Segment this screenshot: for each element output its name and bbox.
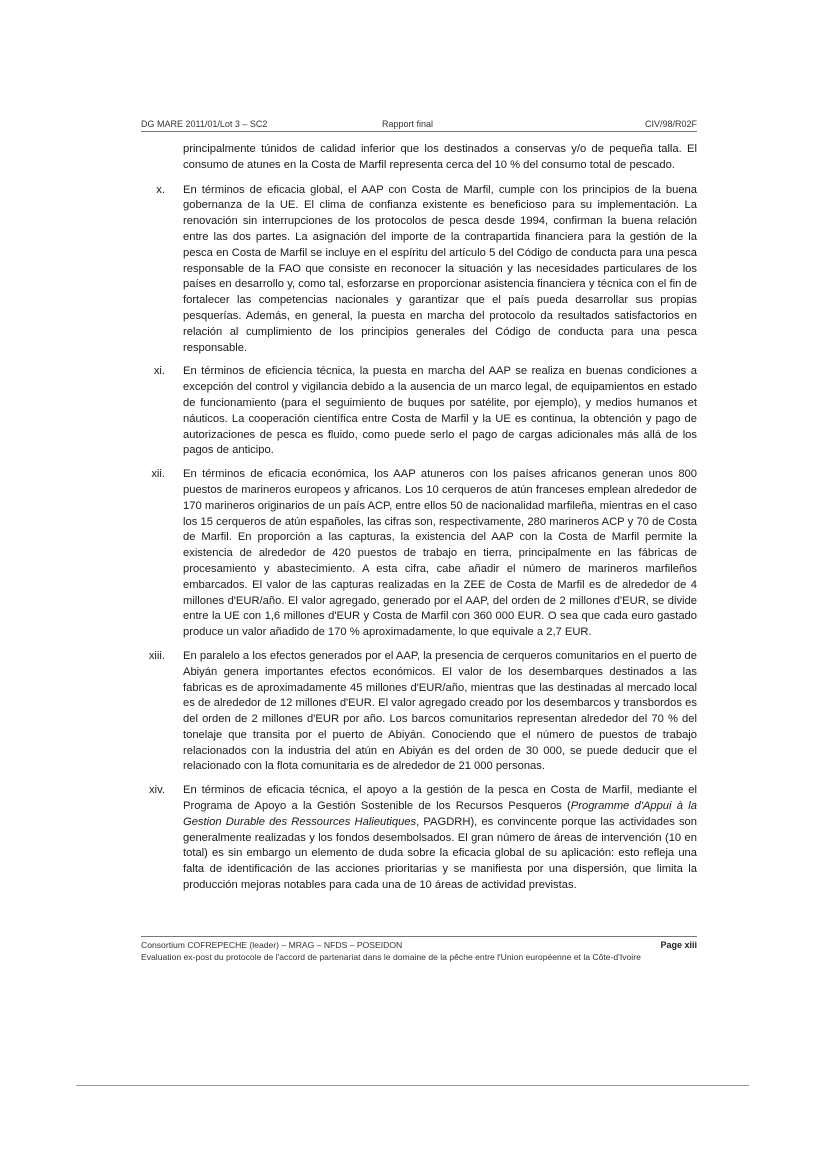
page-header — [141, 117, 697, 132]
bottom-divider — [76, 1085, 749, 1086]
footer-consortium: Consortium COFREPECHE (leader) – MRAG – NFDS – POSEIDON — [141, 940, 403, 950]
item-number: xiii. — [148, 649, 165, 662]
list-item-xi — [141, 364, 697, 459]
document-body — [141, 142, 697, 902]
item-text-after: , PAGDRH), es convincente porque las actividades son generalmente realizadas y los fondos desembolsados. El gran número de áreas de intervención (10 en total) es sin embargo un elemento de duda sobre la eficacia global de su aplicación: esto refleja una falta de identificación de las acciones prioritarias y se manifiesta por una dispersión, que limita la producción mejoras notables para cada una de 10 áreas de actividad previstas. — [183, 815, 698, 892]
continuation-paragraph: principalmente túnidos de calidad inferior que los destinados a conservas y/o de pequeña talla. El consumo de atunes en la Costa de Marfil representa cerca del 10 % del consumo total de pescado. — [183, 143, 697, 171]
page-number: Page xiii — [660, 940, 697, 950]
header-title: Rapport final — [382, 119, 434, 129]
item-number: xiv. — [149, 784, 165, 797]
item-number: x. — [156, 183, 165, 196]
item-text-before: En términos de eficacia técnica, el apoyo a la gestión de la pesca en Costa de Marfil, mediante el Programa de Apoyo a la Gestión Sostenible de los Recursos Pesqueros ( — [183, 784, 697, 813]
list-item-xii — [141, 467, 697, 641]
item-text: En términos de eficacia global, el AAP con Costa de Marfil, cumple con los principios de la buena gobernanza de la UE. El clima de confianza existente es beneficioso para su implementación. La renovación sin interrupciones de los protocolos de pesca desde 1994, confirman la buena relación entre las dos partes. La asignación del importe de la contrapartida financiera para la gestión de la pesca en Costa de Marfil se incluye en el espíritu del artículo 5 del Código de conducta para una pesca responsable de la FAO que consiste en reconocer la situación y las necesidades particulares de los países en desarrollo y, como tal, esforzarse en proporcionar asistencia financiera y técnica con el fin de fortalecer las competencias nacionales y garantizar que el país pueda desarrollar sus propias pesquerías. Además, en general, la puesta en marcha del protocolo da resultados satisfactorios en relación al cumplimiento de los principios generales del Código de conducta para una pesca responsable. — [183, 183, 697, 354]
page-footer — [141, 936, 697, 962]
item-text — [183, 783, 697, 894]
list-item-xiv — [141, 783, 697, 894]
header-reference: DG MARE 2011/01/Lot 3 – SC2 — [141, 119, 268, 129]
item-text-italic: Programme d'Appui à la Gestion Durable des Ressources Halieutiques — [183, 800, 698, 828]
item-number: xi. — [153, 365, 165, 378]
list-item-xiii — [141, 649, 697, 775]
item-text: En términos de eficacia económica, los AAP atuneros con los países africanos generan unos 800 puestos de marineros europeos y africanos. Los 10 cerqueros de atún franceses emplean alrededor de 170 marineros originarios de un país ACP, entre ellos 50 de nacionalidad marfileña, mientras en el caso los 15 cerqueros de atún españoles, las cifras son, respectivamente, 280 marineros ACP y 70 de Costa de Marfil. En proporción a las capturas, la existencia del AAP con la Costa de Marfil permite la existencia de alrededor de 420 puestos de trabajo en tierra, principalmente en las fábricas de procesamiento y abastecimiento. A esta cifra, cabe añadir el número de marineros marfileños embarcados. El valor de las capturas realizadas en la ZEE de Costa de Marfil es de alrededor de 4 millones d'EUR/año. El valor agregado, generado por el AAP, del orden de 2 millones d'EUR, se divide entre la UE con 1,6 millones d'EUR y Costa de Marfil con 360 000 EUR. O sea que cada euro gastado produce un valor añadido de 170 % aproximadamente, lo que equivale a 2,7 EUR. — [183, 468, 697, 639]
item-text: En términos de eficiencia técnica, la puesta en marcha del AAP se realiza en buenas condiciones a excepción del control y vigilancia debido a la ausencia de un marco legal, de equipamientos en estado de funcionamiento (para el seguimiento de buques por satélite, por ejemplo), y medios humanos et náuticos. La cooperación científica entre Costa de Marfil y la UE es continua, la obtención y pago de autorizaciones de pesca es fluido, como puede serlo el pago de cargas adicionales más allá de los pagos de anticipo. — [183, 365, 697, 457]
list-item-x — [141, 183, 697, 357]
header-code: CIV/98/R02F — [644, 119, 697, 129]
item-text: En paralelo a los efectos generados por el AAP, la presencia de cerqueros comunitarios en el puerto de Abiyán genera importantes efectos económicos. El valor de los desembarques destinados a las fabricas es de aproximadamente 45 millones d'EUR/año, mientras que las destinadas al mercado local es de alrededor de 12 millones d'EUR. El valor agregado creado por los desembarcos y transbordos es del orden de 2 millones d'EUR por año. Los barcos comunitarios representan alrededor del 70 % del tonelaje que transita por el puerto de Abiyán. Conociendo que el número de puestos de trabajo relacionados con la industria del atún en Abiyán es del orden de 30 000, se puede deducir que el relacionado con la flota comunitaria es de alrededor de 21 000 personas. — [183, 649, 697, 773]
item-number: xii. — [151, 468, 165, 481]
footer-subtitle: Evaluation ex-post du protocole de l'accord de partenariat dans le domaine de la pêche entre l'Union européenne et la Côte-d'Ivoire — [141, 952, 641, 962]
